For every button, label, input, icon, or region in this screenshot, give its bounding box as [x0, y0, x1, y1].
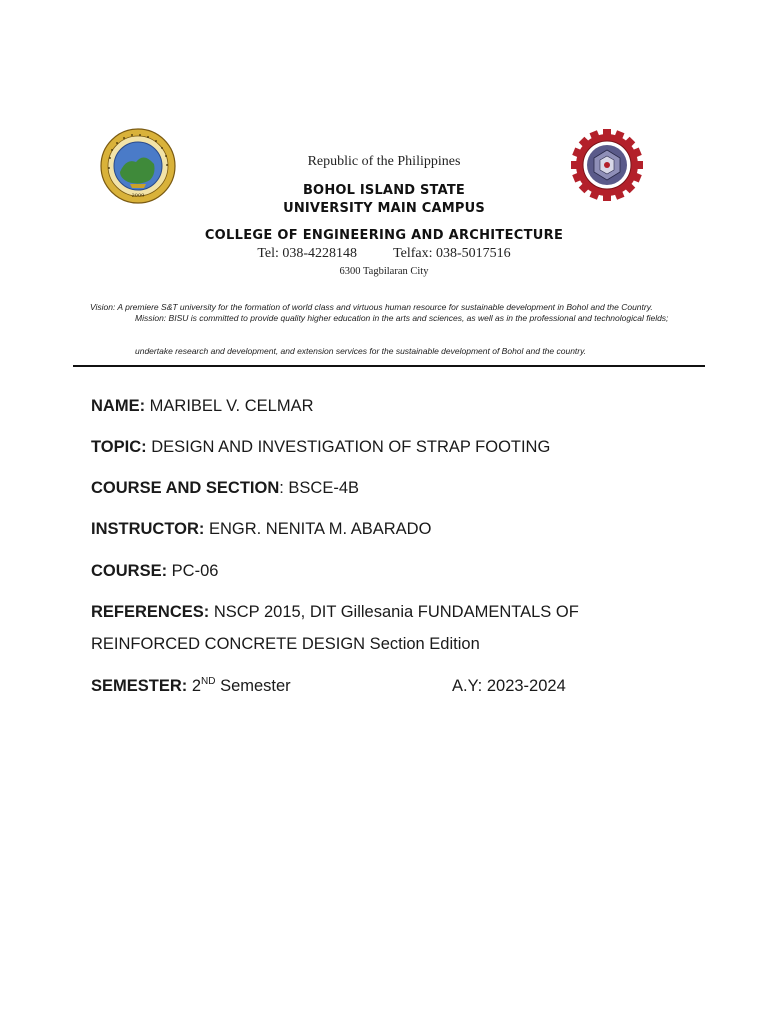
topic-label: TOPIC: [91, 438, 147, 456]
header-divider [73, 365, 705, 367]
university-name-line2: UNIVERSITY MAIN CAMPUS [283, 201, 485, 216]
topic-value: DESIGN AND INVESTIGATION OF STRAP FOOTING [146, 438, 551, 456]
seal-year: 2009 [131, 193, 145, 199]
tel-number: Tel: 038-4228148 [257, 246, 358, 261]
contact-line [0, 246, 768, 262]
instructor-label: INSTRUCTOR: [91, 520, 205, 538]
academic-year: A.Y: 2023-2024 [452, 677, 566, 695]
instructor-row [91, 520, 431, 539]
mission-continuation: undertake research and development, and extension services for the sustainable development of Bohol and the country. [135, 346, 587, 356]
mission-statement: Mission: BISU is committed to provide quality higher education in the arts and sciences, as well as in the professional and technological fields; [135, 313, 669, 323]
university-name-line1: BOHOL ISLAND STATE [302, 183, 466, 198]
semester-ordinal-suffix: ND [201, 676, 216, 687]
course-section-label: COURSE AND SECTION [91, 479, 280, 497]
address: 6300 Tagbilaran City [339, 266, 429, 277]
course-section-row [91, 479, 359, 498]
course-value: PC-06 [167, 562, 219, 580]
college-name: COLLEGE OF ENGINEERING AND ARCHITECTURE [204, 228, 564, 243]
references-label: REFERENCES: [91, 603, 210, 621]
name-label: NAME: [91, 397, 146, 415]
telfax-number: Telfax: 038-5017516 [393, 246, 511, 261]
republic-text: Republic of the Philippines [307, 154, 461, 169]
instructor-value: ENGR. NENITA M. ABARADO [204, 520, 432, 538]
semester-word: Semester [215, 677, 291, 695]
topic-row [91, 438, 550, 457]
semester-label: SEMESTER: [91, 677, 188, 695]
references-value-line2: REINFORCED CONCRETE DESIGN Section Edition [91, 635, 480, 653]
vision-statement: Vision: A premiere S&T university for the formation of world class and virtuous human resource for sustainable development in Bohol and the Country. [90, 302, 653, 312]
semester-row [91, 677, 291, 696]
references-value-line1: NSCP 2015, DIT Gillesania FUNDAMENTALS OF [209, 603, 579, 621]
name-value: MARIBEL V. CELMAR [145, 397, 314, 415]
course-section-value: : BSCE-4B [279, 479, 360, 497]
semester-number: 2 [187, 677, 202, 695]
references-row [91, 603, 579, 622]
name-row [91, 397, 314, 416]
course-label: COURSE: [91, 562, 168, 580]
course-row [91, 562, 218, 581]
